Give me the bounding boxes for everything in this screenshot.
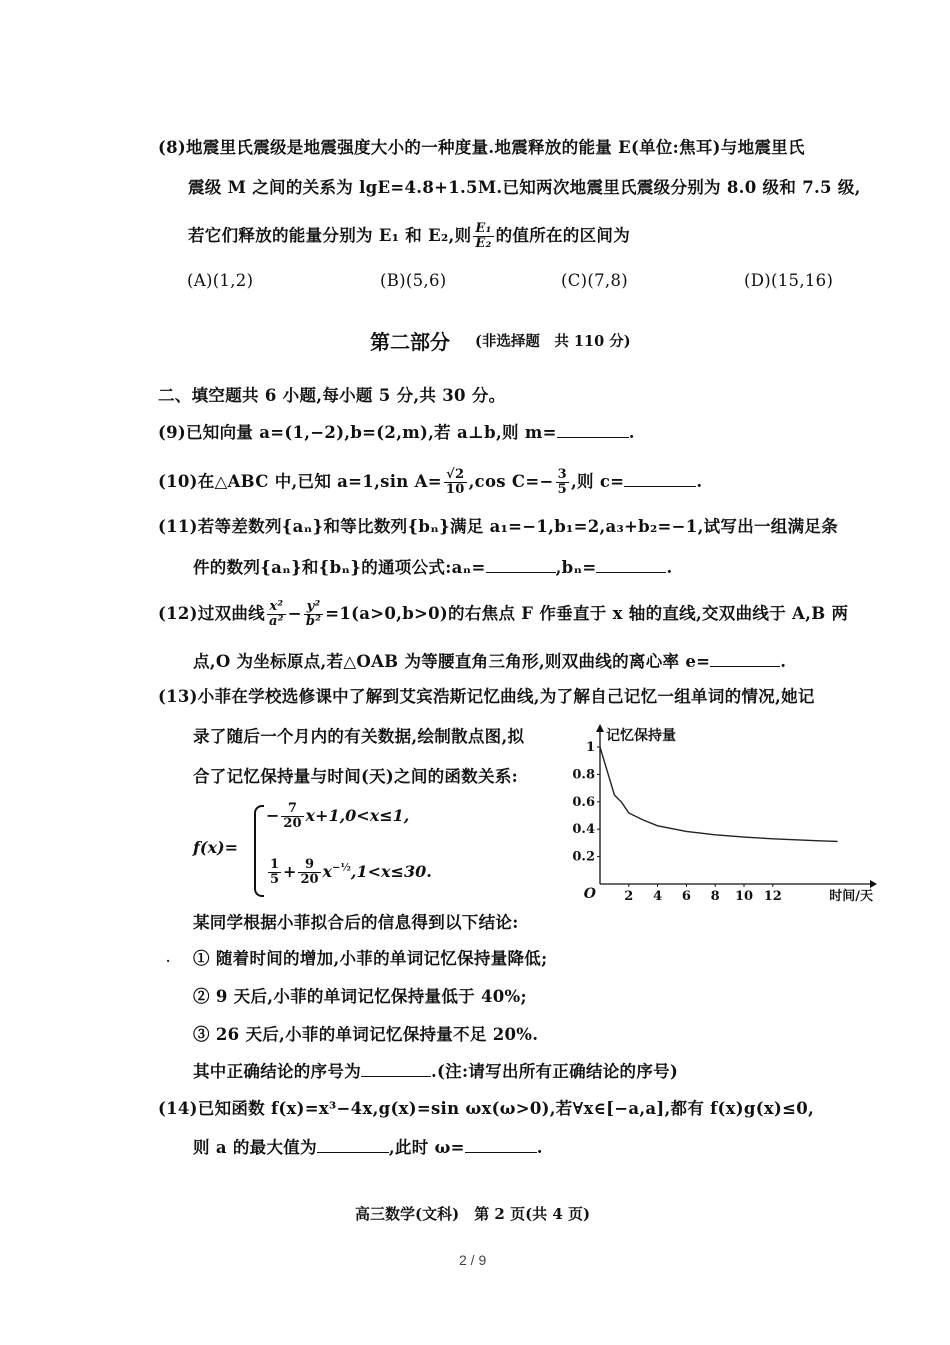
- stray-dot: ·: [166, 954, 171, 968]
- q12-line2: [193, 650, 786, 673]
- q11-line1: (11)若等差数列{aₙ}和等比数列{bₙ}满足 a₁=−1,b₁=2,a₃+b₂=−1,试写出一组满足条: [158, 517, 839, 536]
- q13-piece2-fraction-1: $\frac{1}{5}$: [270, 857, 280, 887]
- y-axis-label: 记忆保持量: [606, 728, 676, 744]
- q13-piece2-fraction-2: $\frac{9}{20}$: [300, 857, 319, 887]
- q13-piece2-exponent: −½: [332, 862, 351, 874]
- q12-fraction-1: $\frac{\text{x²}}{\text{a²}}$: [268, 599, 284, 629]
- y-tick-label: 0.4: [572, 822, 595, 838]
- y-axis-arrow: [596, 724, 604, 732]
- q13-piece-2: [266, 858, 432, 887]
- q12-text: (12)过双曲线: [158, 604, 265, 623]
- q13-answer-text: 其中正确结论的序号为: [193, 1062, 361, 1081]
- chart-svg: [572, 720, 878, 910]
- q14-line2: [193, 1136, 543, 1159]
- q13-conclusion-1: ① 随着时间的增加,小菲的单词记忆保持量降低;: [193, 949, 548, 968]
- q13-piece1-sign: −: [266, 806, 280, 825]
- q10-answer-blank[interactable]: [624, 470, 696, 487]
- q8-option-a: (A)(1,2): [187, 271, 254, 290]
- section2-heading: 二、填空题共 6 小题,每小题 5 分,共 30 分。: [158, 386, 506, 405]
- q12-answer-blank[interactable]: [710, 650, 780, 667]
- q13-piece2-x: x: [322, 862, 333, 881]
- q9-answer-blank[interactable]: [557, 421, 629, 438]
- q8-line2: 震级 M 之间的关系为 lgE=4.8+1.5M.已知两次地震里氏震级分别为 8.0 级和 7.5 级,: [188, 178, 861, 197]
- q13-conclusion-3: ③ 26 天后,小菲的单词记忆保持量不足 20%.: [193, 1025, 539, 1044]
- q13-piecewise-brace: [254, 805, 264, 897]
- q11-answer-blank-a[interactable]: [486, 556, 556, 573]
- q13-conclusion-2: ② 9 天后,小菲的单词记忆保持量低于 40%;: [193, 987, 527, 1006]
- q14-line2-mid: ,此时 ω=: [388, 1138, 465, 1157]
- q8-option-b: (B)(5,6): [380, 271, 447, 290]
- q11-line2-mid: ,bₙ=: [555, 558, 597, 577]
- q9-text: (9)已知向量 a=(1,−2),b=(2,m),若 a⊥b,则 m=: [158, 423, 557, 442]
- q10: [158, 468, 702, 497]
- viewer-page-number: 2 / 9: [459, 1252, 487, 1268]
- q13-line2: 录了随后一个月内的有关数据,绘制散点图,拟: [193, 727, 525, 746]
- x-tick-label: 4: [653, 889, 663, 904]
- q13-answer-note: .(注:请写出所有正确结论的序号): [431, 1062, 679, 1081]
- part2-title: 第二部分: [370, 330, 450, 354]
- q12-post: =1(a>0,b>0)的右焦点 F 作垂直于 x 轴的直线,交双曲线于 A,B 两: [325, 604, 849, 623]
- q10-fraction-1: $\frac{√2}{10}$: [445, 467, 465, 497]
- q13-conclusion-intro: 某同学根据小菲拟合后的信息得到以下结论:: [193, 913, 519, 932]
- x-tick-label: 8: [710, 889, 720, 904]
- q12-minus: −: [287, 604, 302, 623]
- y-tick-label: 0.8: [572, 767, 595, 783]
- q11-line2: [193, 556, 673, 579]
- q12-line1: [158, 600, 848, 629]
- q13-piece-1: [266, 802, 409, 831]
- page-footer: 高三数学(文科) 第 2 页(共 4 页): [355, 1205, 591, 1223]
- q14-line1: (14)已知函数 f(x)=x³−4x,g(x)=sin ωx(ω>0),若∀x∈[−a,a],都有 f(x)g(x)≤0,: [158, 1099, 815, 1118]
- q10-fraction-2: $\frac{3}{5}$: [557, 467, 567, 497]
- q11-answer-blank-b[interactable]: [596, 556, 666, 573]
- x-tick-label: 12: [763, 889, 782, 904]
- memory-retention-chart: [572, 720, 878, 910]
- q12-end: .: [780, 652, 787, 671]
- x-axis-label: 时间/天: [829, 889, 873, 904]
- q8-line1: (8)地震里氏震级是地震强度大小的一种度量.地震释放的能量 E(单位:焦耳)与地震里氏: [158, 138, 805, 157]
- q14-line2-text: 则 a 的最大值为: [193, 1138, 317, 1157]
- q13-fx-label: f(x)=: [193, 838, 238, 857]
- q14-answer-blank-b[interactable]: [465, 1136, 537, 1153]
- q8-line3-tail: 的值所在的区间为: [495, 226, 630, 245]
- q12-fraction-2: $\frac{\text{y²}}{\text{b²}}$: [305, 599, 322, 629]
- x-tick-label: 6: [681, 889, 691, 904]
- q14-end: .: [536, 1138, 543, 1157]
- q8-option-c: (C)(7,8): [561, 271, 629, 290]
- q8-line3-text: 若它们释放的能量分别为 E₁ 和 E₂,则: [188, 226, 472, 245]
- part2-subtitle: (非选择题 共 110 分): [475, 333, 631, 350]
- q11-line2-text: 件的数列{aₙ}和{bₙ}的通项公式:aₙ=: [193, 558, 486, 577]
- q10-mid: ,cos C=−: [468, 472, 554, 491]
- q10-end: .: [696, 472, 703, 491]
- x-axis-arrow: [870, 880, 877, 888]
- q10-post: ,则 c=: [570, 472, 625, 491]
- q10-text: (10)在△ABC 中,已知 a=1,sin A=: [158, 472, 442, 491]
- origin-label: O: [583, 886, 596, 902]
- x-tick-label: 2: [624, 889, 634, 904]
- q13-piece2-plus: +: [283, 862, 297, 881]
- y-tick-label: 1: [585, 740, 595, 755]
- q13-line1: (13)小菲在学校选修课中了解到艾宾浩斯记忆曲线,为了解自己记忆一组单词的情况,她记: [158, 687, 815, 706]
- q13-piece2-condition: ,1<x≤30.: [350, 862, 432, 881]
- q13-piece1-rest: x+1,0<x≤1,: [305, 806, 410, 825]
- q13-answer-blank[interactable]: [361, 1060, 431, 1077]
- x-tick-label: 10: [734, 889, 754, 904]
- q9: [158, 421, 635, 444]
- q12-line2-text: 点,O 为坐标原点,若△OAB 为等腰直角三角形,则双曲线的离心率 e=: [193, 652, 711, 671]
- q14-answer-blank-a[interactable]: [317, 1136, 389, 1153]
- y-tick-label: 0.6: [572, 794, 595, 810]
- q8-line3: [188, 222, 630, 251]
- q9-end: .: [628, 423, 635, 442]
- q11-end: .: [666, 558, 673, 577]
- q13-piece1-fraction: $\frac{7}{20}$: [283, 801, 302, 831]
- y-tick-label: 0.2: [572, 849, 595, 865]
- q8-option-d: (D)(15,16): [744, 271, 834, 290]
- q13-line3: 合了记忆保持量与时间(天)之间的函数关系:: [193, 767, 519, 786]
- q13-answer-line: [193, 1060, 678, 1083]
- q8-fraction: $\frac{\text{E₁}}{\text{E₂}}$: [475, 221, 492, 251]
- retention-curve: [600, 747, 838, 841]
